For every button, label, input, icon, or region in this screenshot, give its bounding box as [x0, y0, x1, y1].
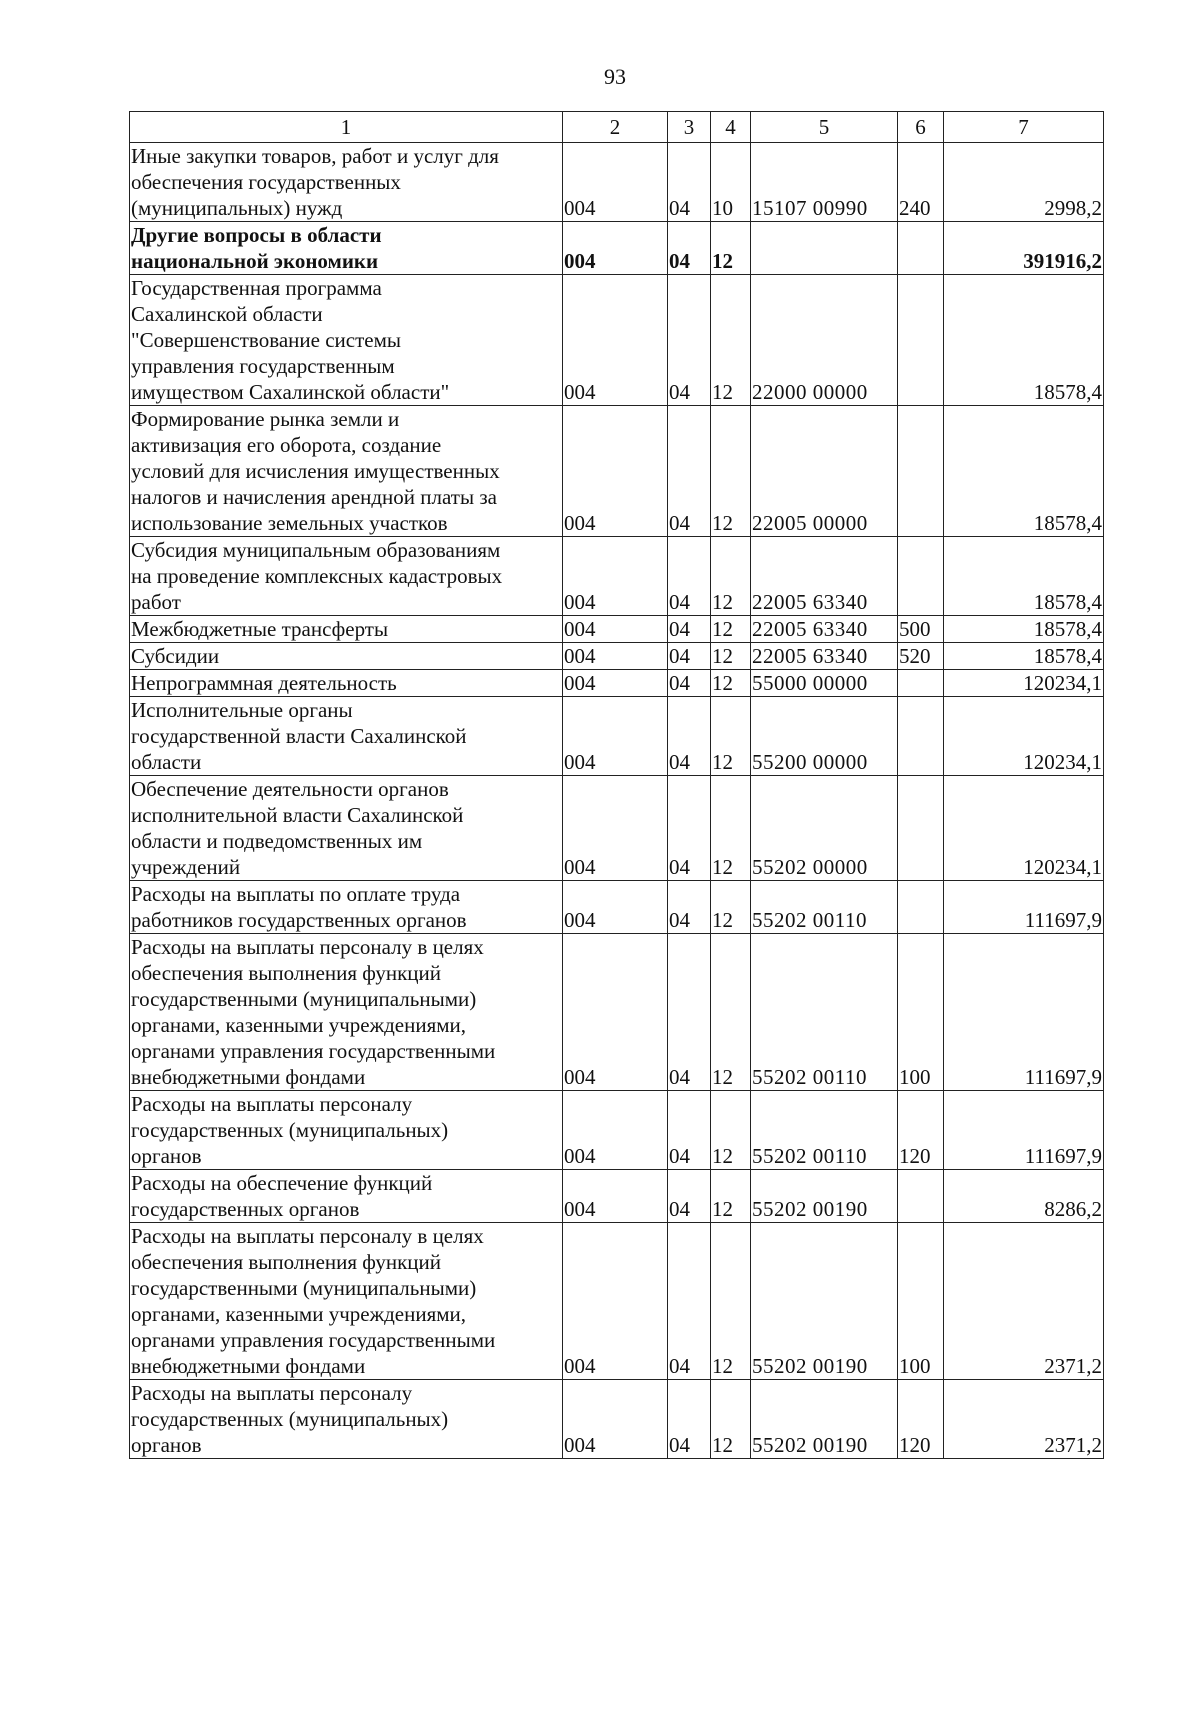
row-code-cell-text: 55202 00110 [752, 1065, 867, 1089]
row-value-cell [944, 934, 1104, 1091]
row-col2-cell [563, 1170, 668, 1223]
header-col-1: 1 [130, 112, 563, 143]
row-col3-cell-text: 04 [669, 590, 690, 614]
row-code-cell-text: 55202 00110 [752, 1144, 867, 1168]
row-col2-cell [563, 1223, 668, 1380]
row-value-cell-text: 18578,4 [1033, 590, 1102, 614]
row-value-cell [944, 1223, 1104, 1380]
row-name-cell [130, 881, 563, 934]
table-row [130, 776, 1104, 881]
row-col3-cell-text: 04 [669, 1354, 690, 1378]
row-col3-cell-text: 04 [669, 644, 690, 668]
row-name-cell [130, 406, 563, 537]
row-col4-cell-text: 12 [712, 1433, 733, 1457]
row-col3-cell [668, 1170, 711, 1223]
header-col-6: 6 [898, 112, 944, 143]
row-col2-cell-text: 004 [564, 908, 596, 932]
row-name-cell [130, 1223, 563, 1380]
row-code-cell-text: 22005 63340 [752, 644, 868, 668]
row-col2-cell-text: 004 [564, 196, 596, 220]
budget-table [129, 111, 1104, 1459]
table-row [130, 616, 1104, 643]
row-col6-cell-text: 100 [899, 1354, 931, 1378]
row-col4-cell-text: 10 [712, 196, 733, 220]
row-code-cell [751, 406, 898, 537]
row-col2-cell-text: 004 [564, 1354, 596, 1378]
row-value-cell [944, 881, 1104, 934]
row-name-cell [130, 934, 563, 1091]
row-col3-cell [668, 1091, 711, 1170]
row-col4-cell [711, 406, 751, 537]
row-code-cell-text: 15107 00990 [752, 196, 868, 220]
row-col4-cell-text: 12 [712, 644, 733, 668]
row-col2-cell-text: 004 [564, 1144, 596, 1168]
row-col3-cell-text: 04 [669, 1144, 690, 1168]
row-code-cell-text: 55202 00110 [752, 908, 867, 932]
row-code-cell [751, 1380, 898, 1459]
row-col2-cell [563, 616, 668, 643]
row-code-cell [751, 670, 898, 697]
row-col2-cell [563, 143, 668, 222]
row-col2-cell [563, 275, 668, 406]
row-col4-cell [711, 643, 751, 670]
row-value-cell [944, 275, 1104, 406]
table-row [130, 537, 1104, 616]
row-col2-cell [563, 697, 668, 776]
row-col6-cell [898, 275, 944, 406]
table-row [130, 1170, 1104, 1223]
row-code-cell-text: 55202 00190 [752, 1354, 868, 1378]
table-row [130, 275, 1104, 406]
row-col4-cell [711, 776, 751, 881]
row-col3-cell-text: 04 [669, 671, 690, 695]
row-name-cell-text: Непрограммная деятельность [131, 671, 397, 695]
row-col3-cell [668, 934, 711, 1091]
row-col4-cell [711, 697, 751, 776]
row-col6-cell [898, 934, 944, 1091]
row-col6-cell [898, 406, 944, 537]
row-value-cell-text: 120234,1 [1023, 855, 1102, 879]
row-code-cell-text: 22000 00000 [752, 380, 868, 404]
row-col3-cell [668, 406, 711, 537]
row-value-cell-text: 391916,2 [1023, 249, 1102, 273]
table-row [130, 881, 1104, 934]
row-col6-cell [898, 881, 944, 934]
row-value-cell-text: 8286,2 [1044, 1197, 1102, 1221]
row-col6-cell-text: 240 [899, 196, 931, 220]
row-col3-cell [668, 222, 711, 275]
row-value-cell-text: 2998,2 [1044, 196, 1102, 220]
row-col2-cell-text: 004 [564, 617, 596, 641]
row-col6-cell [898, 1091, 944, 1170]
row-col4-cell-text: 12 [712, 590, 733, 614]
row-col4-cell [711, 881, 751, 934]
row-name-cell-text: Расходы на выплаты персоналу в целях обеспечения выполнения функций государственными (муниципальными) органами, казенными учреждениями, органами управления государственными внебюджетными фондами [131, 1224, 496, 1378]
row-name-cell-text: Расходы на выплаты по оплате труда работников государственных органов [131, 882, 467, 932]
row-name-cell-text: Обеспечение деятельности органов исполнительной власти Сахалинской области и подведомственных им учреждений [131, 777, 464, 879]
table-row [130, 222, 1104, 275]
row-col6-cell [898, 537, 944, 616]
row-col2-cell [563, 537, 668, 616]
row-value-cell [944, 670, 1104, 697]
row-col3-cell [668, 275, 711, 406]
row-value-cell-text: 18578,4 [1033, 511, 1102, 535]
row-code-cell [751, 275, 898, 406]
header-col-7: 7 [944, 112, 1104, 143]
row-col4-cell [711, 222, 751, 275]
row-name-cell-text: Субсидии [131, 644, 220, 668]
row-code-cell-text: 55200 00000 [752, 750, 868, 774]
row-col3-cell [668, 670, 711, 697]
row-col4-cell [711, 143, 751, 222]
header-col-3: 3 [668, 112, 711, 143]
row-col2-cell-text: 004 [564, 511, 596, 535]
row-name-cell-text: Другие вопросы в области национальной экономики [131, 223, 382, 273]
row-col4-cell [711, 1223, 751, 1380]
row-col3-cell-text: 04 [669, 617, 690, 641]
table-row [130, 1380, 1104, 1459]
row-col6-cell-text: 100 [899, 1065, 931, 1089]
row-col4-cell [711, 616, 751, 643]
row-col2-cell-text: 004 [564, 590, 596, 614]
row-col2-cell-text: 004 [564, 380, 596, 404]
row-col3-cell [668, 776, 711, 881]
row-col6-cell [898, 643, 944, 670]
row-code-cell [751, 776, 898, 881]
row-value-cell [944, 776, 1104, 881]
row-col2-cell [563, 1380, 668, 1459]
row-col4-cell-text: 12 [712, 750, 733, 774]
row-name-cell-text: Расходы на выплаты персоналу в целях обеспечения выполнения функций государственными (муниципальными) органами, казенными учреждениями, органами управления государственными внебюджетными фондами [131, 935, 496, 1089]
row-value-cell-text: 2371,2 [1044, 1433, 1102, 1457]
header-col-4: 4 [711, 112, 751, 143]
row-code-cell-text: 22005 00000 [752, 511, 868, 535]
header-col-2: 2 [563, 112, 668, 143]
row-col4-cell-text: 12 [712, 617, 733, 641]
row-col6-cell [898, 616, 944, 643]
row-name-cell [130, 1380, 563, 1459]
row-code-cell [751, 643, 898, 670]
row-col2-cell-text: 004 [564, 1433, 596, 1457]
row-col3-cell-text: 04 [669, 750, 690, 774]
row-code-cell [751, 1223, 898, 1380]
row-name-cell [130, 776, 563, 881]
row-col2-cell [563, 934, 668, 1091]
row-name-cell [130, 1170, 563, 1223]
row-value-cell [944, 143, 1104, 222]
row-col2-cell [563, 670, 668, 697]
row-col3-cell [668, 697, 711, 776]
row-col2-cell-text: 004 [564, 671, 596, 695]
row-value-cell [944, 697, 1104, 776]
row-col6-cell [898, 1223, 944, 1380]
row-col4-cell-text: 12 [712, 511, 733, 535]
row-col2-cell [563, 222, 668, 275]
row-col3-cell [668, 1380, 711, 1459]
row-code-cell [751, 1091, 898, 1170]
row-value-cell-text: 18578,4 [1033, 617, 1102, 641]
row-col3-cell-text: 04 [669, 1065, 690, 1089]
row-value-cell [944, 1380, 1104, 1459]
row-col2-cell-text: 004 [564, 644, 596, 668]
table-row [130, 643, 1104, 670]
row-value-cell [944, 643, 1104, 670]
table-row [130, 934, 1104, 1091]
row-name-cell [130, 275, 563, 406]
row-code-cell-text: 55000 00000 [752, 671, 868, 695]
row-code-cell-text: 22005 63340 [752, 617, 868, 641]
row-name-cell-text: Иные закупки товаров, работ и услуг для обеспечения государственных (муниципальных) нужд [131, 144, 499, 220]
row-code-cell [751, 1170, 898, 1223]
row-code-cell [751, 616, 898, 643]
row-value-cell [944, 406, 1104, 537]
row-col4-cell-text: 12 [712, 1354, 733, 1378]
row-name-cell-text: Расходы на обеспечение функций государственных органов [131, 1171, 433, 1221]
table-row [130, 406, 1104, 537]
row-col2-cell [563, 881, 668, 934]
table-row [130, 1223, 1104, 1380]
row-name-cell [130, 643, 563, 670]
row-name-cell-text: Расходы на выплаты персоналу государственных (муниципальных) органов [131, 1381, 449, 1457]
row-col6-cell-text: 120 [899, 1433, 931, 1457]
row-col6-cell [898, 697, 944, 776]
row-code-cell [751, 881, 898, 934]
row-col3-cell-text: 04 [669, 908, 690, 932]
row-name-cell-text: Расходы на выплаты персоналу государственных (муниципальных) органов [131, 1092, 449, 1168]
row-col4-cell-text: 12 [712, 1197, 733, 1221]
row-col2-cell-text: 004 [564, 1065, 596, 1089]
header-col-5: 5 [751, 112, 898, 143]
row-name-cell-text: Субсидия муниципальным образованиям на проведение комплексных кадастровых работ [131, 538, 503, 614]
row-col6-cell-text: 520 [899, 644, 931, 668]
row-col4-cell-text: 12 [712, 249, 733, 273]
row-col6-cell [898, 1170, 944, 1223]
row-col3-cell-text: 04 [669, 1433, 690, 1457]
row-col6-cell [898, 222, 944, 275]
row-col3-cell [668, 616, 711, 643]
row-value-cell-text: 18578,4 [1033, 380, 1102, 404]
row-col3-cell-text: 04 [669, 855, 690, 879]
row-value-cell [944, 222, 1104, 275]
table-row [130, 670, 1104, 697]
row-col4-cell [711, 1091, 751, 1170]
row-col4-cell-text: 12 [712, 855, 733, 879]
row-col2-cell [563, 776, 668, 881]
row-col4-cell [711, 934, 751, 1091]
row-code-cell-text: 55202 00000 [752, 855, 868, 879]
row-col2-cell [563, 1091, 668, 1170]
row-code-cell [751, 143, 898, 222]
row-col6-cell [898, 670, 944, 697]
row-col3-cell-text: 04 [669, 249, 690, 273]
row-value-cell-text: 120234,1 [1023, 750, 1102, 774]
row-value-cell-text: 120234,1 [1023, 671, 1102, 695]
table-row [130, 1091, 1104, 1170]
row-code-cell-text: 55202 00190 [752, 1433, 868, 1457]
row-name-cell [130, 697, 563, 776]
row-value-cell-text: 111697,9 [1024, 908, 1102, 932]
row-code-cell [751, 697, 898, 776]
row-value-cell [944, 616, 1104, 643]
row-col4-cell [711, 1170, 751, 1223]
row-name-cell-text: Исполнительные органы государственной власти Сахалинской области [131, 698, 467, 774]
row-col3-cell-text: 04 [669, 196, 690, 220]
row-name-cell [130, 616, 563, 643]
row-col3-cell [668, 881, 711, 934]
row-code-cell [751, 222, 898, 275]
row-name-cell-text: Межбюджетные трансферты [131, 617, 389, 641]
row-value-cell-text: 2371,2 [1044, 1354, 1102, 1378]
row-col2-cell-text: 004 [564, 249, 596, 273]
row-name-cell [130, 222, 563, 275]
row-name-cell [130, 537, 563, 616]
row-name-cell [130, 670, 563, 697]
row-code-cell-text: 55202 00190 [752, 1197, 868, 1221]
row-col2-cell-text: 004 [564, 855, 596, 879]
table-row [130, 143, 1104, 222]
row-col4-cell [711, 537, 751, 616]
row-col2-cell [563, 643, 668, 670]
row-col3-cell [668, 643, 711, 670]
row-col6-cell [898, 776, 944, 881]
row-col3-cell-text: 04 [669, 1197, 690, 1221]
row-col3-cell-text: 04 [669, 380, 690, 404]
row-col4-cell-text: 12 [712, 1065, 733, 1089]
row-col6-cell-text: 120 [899, 1144, 931, 1168]
row-col4-cell-text: 12 [712, 671, 733, 695]
row-col6-cell [898, 1380, 944, 1459]
row-name-cell [130, 1091, 563, 1170]
row-col3-cell [668, 1223, 711, 1380]
row-col4-cell-text: 12 [712, 908, 733, 932]
row-name-cell [130, 143, 563, 222]
page-number: 93 [604, 64, 626, 89]
row-code-cell [751, 537, 898, 616]
row-name-cell-text: Формирование рынка земли и активизация его оборота, создание условий для исчисления имущественных налогов и начисления арендной платы за использование земельных участков [131, 407, 500, 535]
row-name-cell-text: Государственная программа Сахалинской области "Совершенствование системы управления государственным имуществом Сахалинской области" [131, 276, 450, 404]
row-code-cell [751, 934, 898, 1091]
row-col4-cell-text: 12 [712, 380, 733, 404]
row-col4-cell [711, 1380, 751, 1459]
row-col6-cell [898, 143, 944, 222]
table-header-row [130, 112, 1104, 143]
row-col3-cell-text: 04 [669, 511, 690, 535]
row-col4-cell [711, 670, 751, 697]
row-col2-cell-text: 004 [564, 750, 596, 774]
row-value-cell-text: 18578,4 [1033, 644, 1102, 668]
table-row [130, 697, 1104, 776]
row-col2-cell-text: 004 [564, 1197, 596, 1221]
row-col4-cell-text: 12 [712, 1144, 733, 1168]
row-col4-cell [711, 275, 751, 406]
row-col3-cell [668, 143, 711, 222]
row-value-cell [944, 537, 1104, 616]
row-col2-cell [563, 406, 668, 537]
row-value-cell [944, 1170, 1104, 1223]
row-col3-cell [668, 537, 711, 616]
row-value-cell [944, 1091, 1104, 1170]
row-value-cell-text: 111697,9 [1024, 1065, 1102, 1089]
row-code-cell-text: 22005 63340 [752, 590, 868, 614]
row-value-cell-text: 111697,9 [1024, 1144, 1102, 1168]
row-col6-cell-text: 500 [899, 617, 931, 641]
